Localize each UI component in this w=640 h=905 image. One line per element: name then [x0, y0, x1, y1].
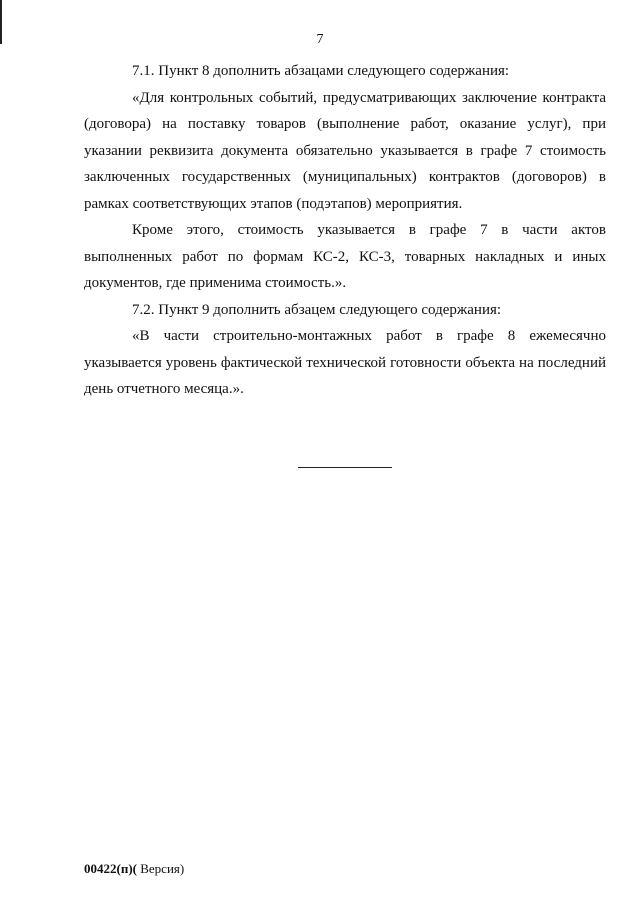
footer-code: 00422(п)( [84, 861, 137, 876]
paragraph-7-1: 7.1. Пункт 8 дополнить абзацами следующего содержания: [132, 63, 510, 79]
paragraph-7-1-quote-2: Кроме этого, стоимость указывается в графе 7 в части актов выполненных работ по формам КС-2, КС-3, товарных накладных и иных документов, где применима стоимость.». [84, 222, 606, 291]
paragraph-7-1-quote-1: «Для контрольных событий, предусматривающих заключение контракта (договора) на поставку товаров (выполнение работ, оказание услуг), при указании реквизита документа обязательно указывается в графе 7 стоимость заключенных государственных (муниципальных) контрактов (договоров) в рамках соответствующих этапов (подэтапов) мероприятия. [84, 89, 606, 212]
paragraph-7-2: 7.2. Пункт 9 дополнить абзацем следующего содержания: [132, 301, 502, 318]
document-body [84, 58, 606, 403]
page-number: 7 [316, 32, 324, 47]
paragraph-7-2-quote: «В части строительно-монтажных работ в графе 8 ежемесячно указывается уровень фактической технической готовности объекта на последний день отчетного месяца.». [84, 328, 606, 397]
footer-version: Версия) [136, 861, 185, 876]
footer-doc-code [84, 861, 184, 877]
separator-line [298, 467, 392, 468]
